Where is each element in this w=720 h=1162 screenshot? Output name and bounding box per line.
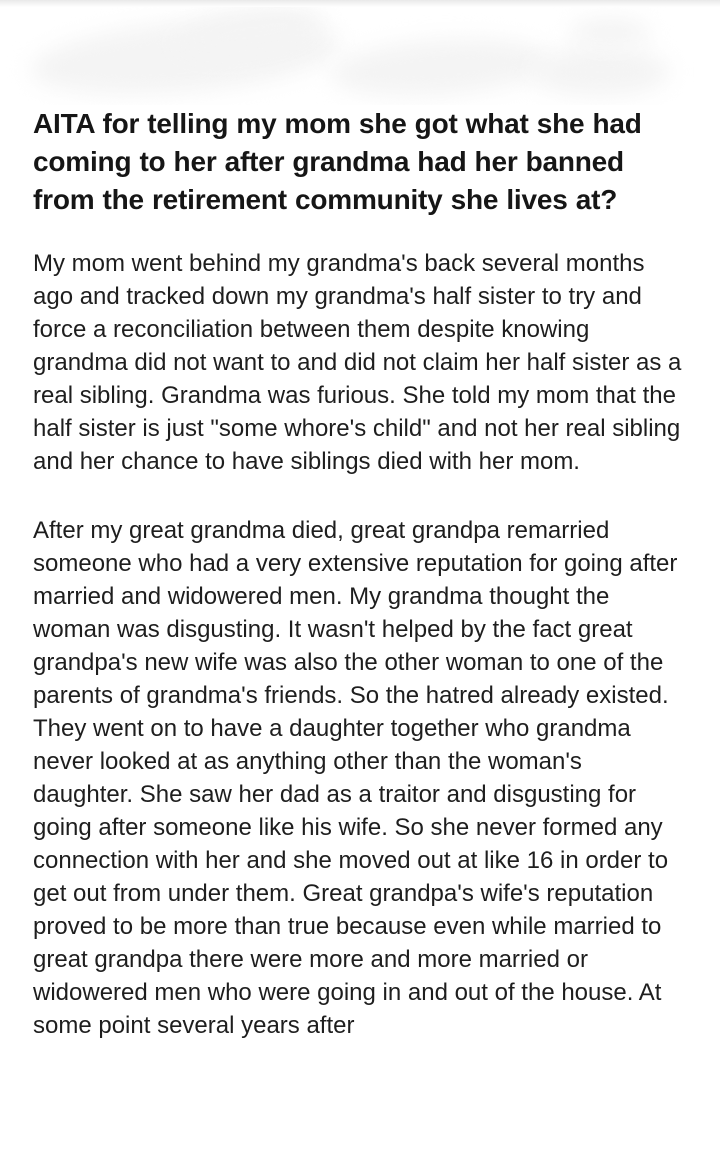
post-paragraph: My mom went behind my grandma's back several months ago and tracked down my grandma's half sister to try and force a reconciliation between them despite knowing grandma did not want to and did not claim her half sister as a real sibling. Grandma was furious. She told my mom that the half sister is just "some whore's child" and not her real sibling and her chance to have siblings died with her mom. xyxy=(33,250,682,475)
post-paragraph: After my great grandma died, great grandpa remarried someone who had a very extensive reputation for going after married and widowered men. My grandma thought the woman was disgusting. It wasn't helped by the fact great grandpa's new wife was also the other woman to one of the parents of grandma's friends. So the hatred already existed. They went on to have a daughter together who grandma never looked at as anything other than the woman's daughter. She saw her dad as a traitor and disgusting for going after someone like his wife. So she never formed any connection with her and she moved out at like 16 in order to get out from under them. Great grandpa's wife's reputation proved to be more than true because even while married to great grandpa there were more and more married or widowered men who were going in and out of the house. At some point several years after xyxy=(33,517,678,1039)
post-title: AITA for telling my mom she got what she had coming to her after grandma had her banned from the retirement community she lives at? xyxy=(33,108,642,215)
